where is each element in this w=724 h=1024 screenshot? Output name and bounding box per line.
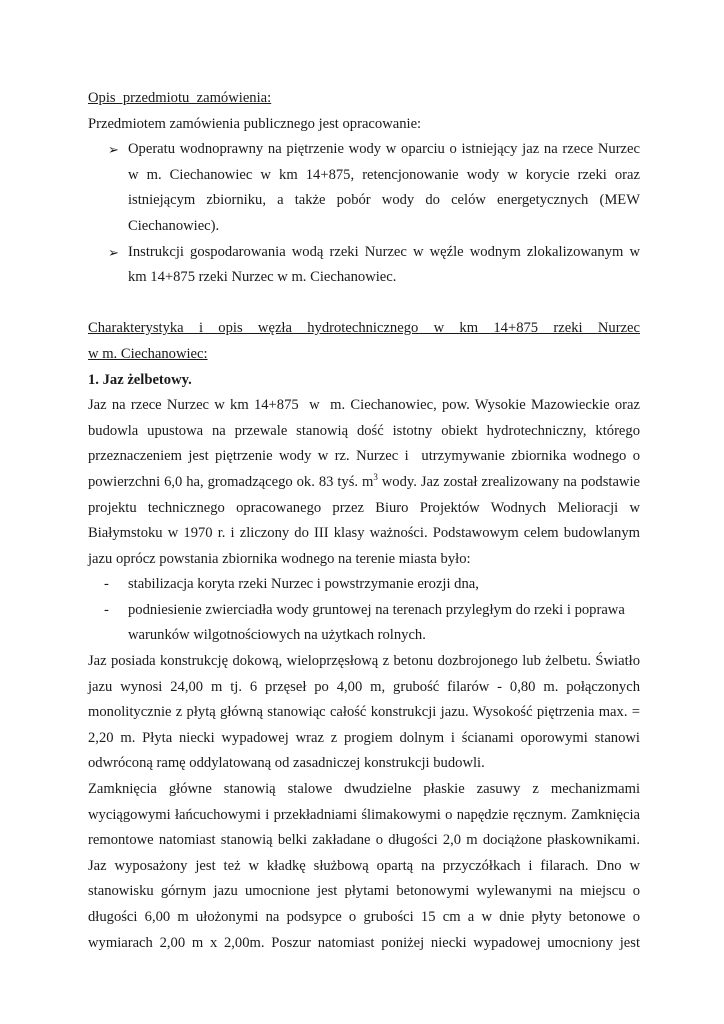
list-item-goal-groundwater	[88, 598, 640, 649]
list-item-text: Operatu wodnoprawny na piętrzenie wody w oparciu o istniejący jaz na rzece Nurzec w m. Ciechanowiec w km 14+875, retencjonowanie wody w korycie rzeki oraz istniejącym zbiorniku, a także pobór wody do celów energetycznych (MEW Ciechanowiec).	[128, 141, 640, 234]
arrow-bullet-icon: ➢	[108, 244, 119, 260]
list-item-water-permit	[88, 137, 640, 239]
list-item-text: stabilizacja koryta rzeki Nurzec i powstrzymanie erozji dna,	[128, 576, 479, 593]
list-item-text: podniesienie zwierciadła wody gruntowej na terenach przyległym do rzeki i poprawa warunków wilgotnościowych na użytkach rolnych.	[128, 601, 625, 644]
section-heading-order-description: Opis przedmiotu zamówienia:	[88, 90, 272, 106]
subheading-weir: 1. Jaz żelbetowy.	[88, 371, 192, 388]
paragraph-weir-intro	[88, 393, 644, 572]
list-item-goal-stabilization	[88, 572, 640, 598]
dash-bullet: -	[104, 576, 109, 593]
dash-bullet: -	[104, 601, 109, 618]
section-heading-characteristics: Charakterystyka i opis węzła hydrotechnicznego w km 14+875 rzeki Nurzec	[88, 320, 640, 337]
paragraph-text: wody. Jaz został zrealizowany na podstawie projektu technicznego opracowanego przez Biuro Projektów Wodnych Melioracji w Białymstoku w 1970 r. i zliczony do III klasy ważności. Podstawowym celem budowlanym jazu oprócz powstania zbiornika wodnego na terenie miasta było:	[88, 473, 641, 567]
list-item-text: Instrukcji gospodarowania wodą rzeki Nurzec w węźle wodnym zlokalizowanym w km 14+875 rzeki Nurzec w m. Ciechanowiec.	[128, 243, 640, 286]
list-item-water-management-instruction	[88, 240, 640, 291]
superscript-three: 3	[373, 472, 378, 483]
document-page	[88, 86, 644, 956]
paragraph-weir-closures: Zamknięcia główne stanowią stalowe dwudzielne płaskie zasuwy z mechanizmami wyciągowymi łańcuchowymi i przekładniami ślimakowymi o napędzie ręcznym. Zamknięcia remontowe natomiast stanowią belki zakładane o długości 2,0 m dociążone płaskownikami. Jaz wyposażony jest też w kładkę służbową opartą na przyczółkach i filarach. Dno w stanowisku górnym jazu umocnione jest płytami betonowymi wylewanymi na miejscu o długości 6,00 m ułożonymi na podsypce o grubości 15 cm a w dnie płyty betonowe o wymiarach 2,00 m x 2,00m. Poszur natomiast poniżej niecki wypadowej umocniony jest	[88, 781, 640, 951]
arrow-bullet-icon: ➢	[108, 142, 119, 158]
spacer	[88, 291, 640, 317]
paragraph-weir-construction: Jaz posiada konstrukcję dokową, wieloprzęsłową z betonu dozbrojonego lub żelbetu. Światło jazu wynosi 24,00 m tj. 6 przęseł po 4,00 m, grubość filarów - 0,80 m. połączonych monolitycznie z płytą główną stanowiąc całość konstrukcji jazu. Wysokość piętrzenia max. = 2,20 m. Płyta niecki wypadowej wraz z progiem dolnym i ścianami oporowymi stanowi odwróconą ramę oddylatowaną od zasadniczej konstrukcji budowli.	[88, 653, 640, 772]
intro-paragraph: Przedmiotem zamówienia publicznego jest opracowanie:	[88, 115, 422, 132]
paragraph-text: Jaz na rzece Nurzec w km 14+875 w m. Ciechanowiec, pow. Wysokie Mazowieckie oraz budowla upustowa na przewale stanowią dość istotny obiekt hydrotechniczny, którego przeznaczeniem jest piętrzenie wody w rz. Nurzec i utrzymywanie zbiornika wodnego o powierzchni 6,0 ha, gromadzącego ok. 83 tyś. m	[88, 397, 644, 490]
section-heading-characteristics-line2: w m. Ciechanowiec:	[88, 345, 208, 362]
